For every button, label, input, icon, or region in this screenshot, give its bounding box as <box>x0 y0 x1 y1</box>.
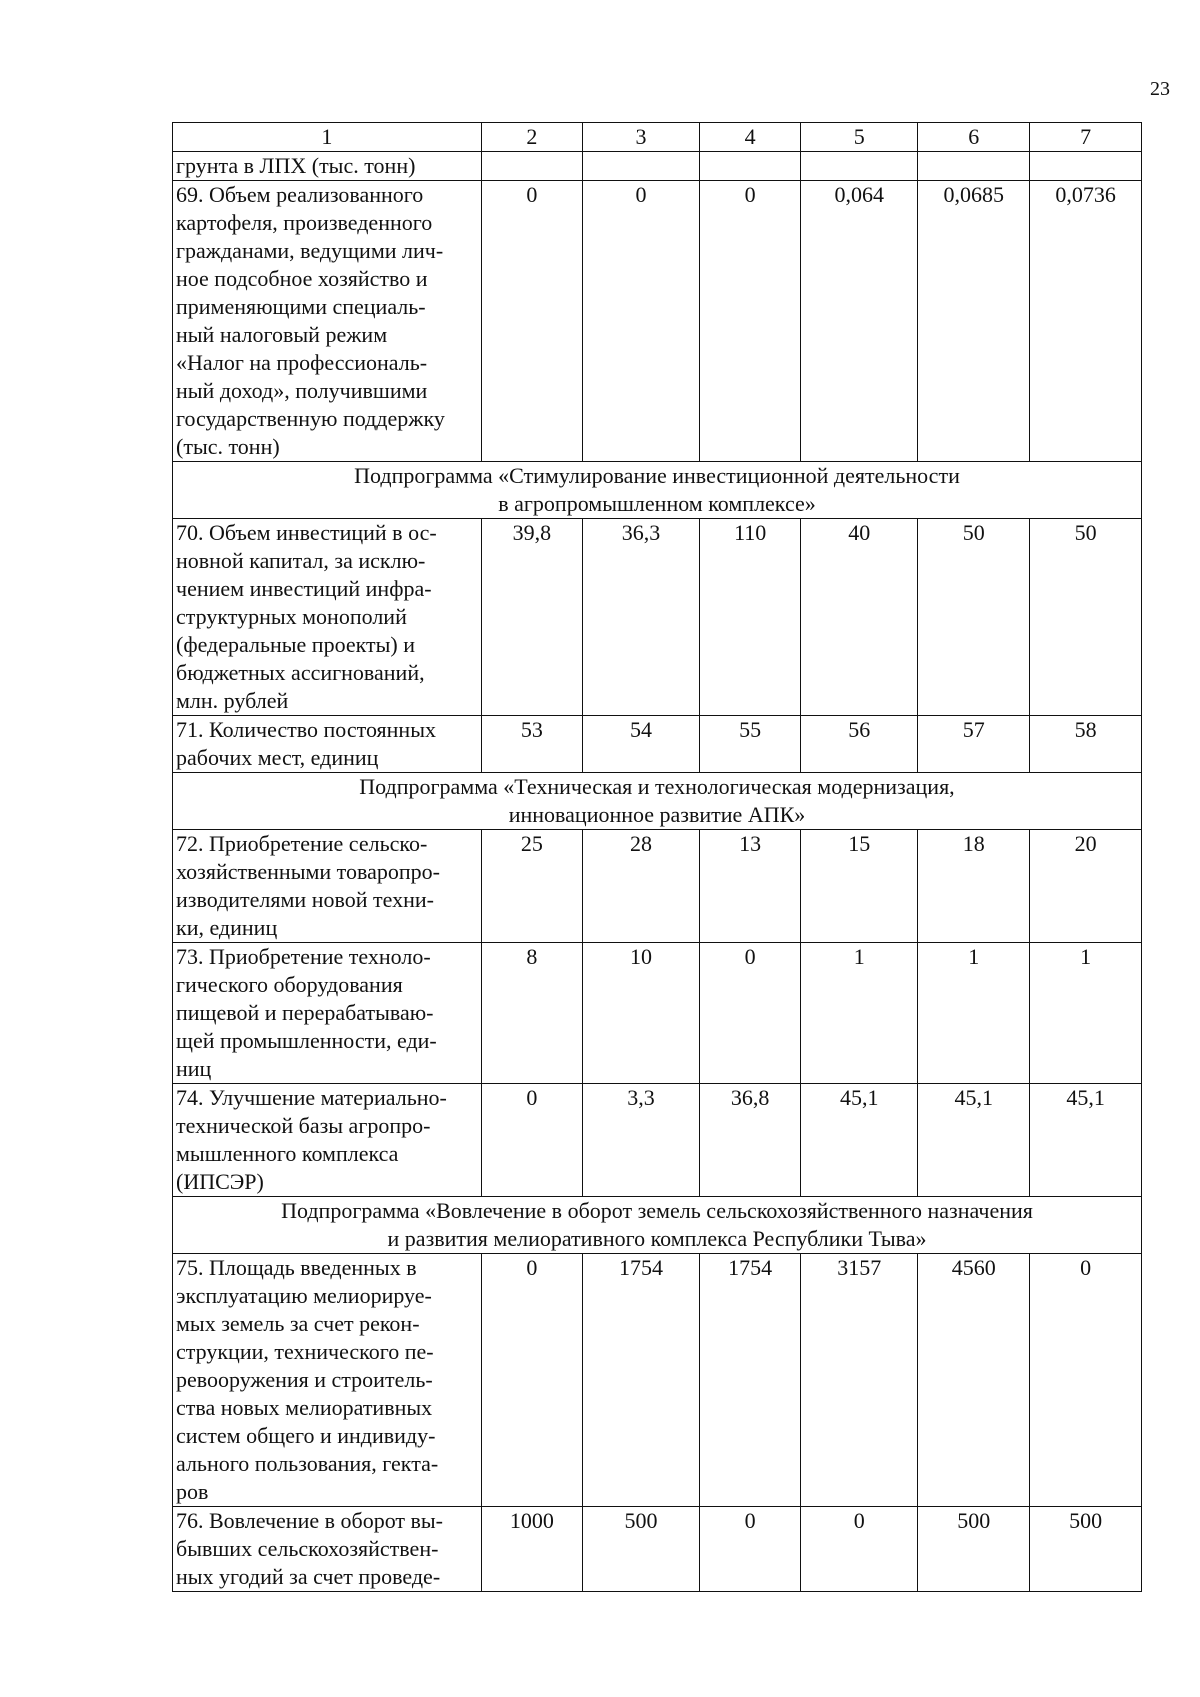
value-cell: 1 <box>801 943 918 1084</box>
value-cell: 500 <box>582 1507 699 1592</box>
value-cell <box>918 152 1030 181</box>
value-cell: 0 <box>700 1507 801 1592</box>
value-cell: 0 <box>801 1507 918 1592</box>
value-cell: 36,3 <box>582 519 699 716</box>
indicator-label: 70. Объем инвестиций в ос- новной капитал, за исклю- чением инвестиций инфра- структурных монополий (федеральные проекты) и бюджетных ассигнований, млн. рублей <box>173 519 482 716</box>
value-cell: 55 <box>700 716 801 773</box>
table-row <box>173 1254 1142 1507</box>
column-header: 2 <box>481 123 582 152</box>
value-cell: 110 <box>700 519 801 716</box>
value-cell: 58 <box>1030 716 1142 773</box>
value-cell: 36,8 <box>700 1084 801 1197</box>
value-cell: 40 <box>801 519 918 716</box>
value-cell: 0 <box>1030 1254 1142 1507</box>
value-cell: 57 <box>918 716 1030 773</box>
value-cell: 28 <box>582 830 699 943</box>
table-row <box>173 519 1142 716</box>
column-header: 3 <box>582 123 699 152</box>
table-row <box>173 1507 1142 1592</box>
indicator-label: 71. Количество постоянных рабочих мест, единиц <box>173 716 482 773</box>
value-cell <box>1030 152 1142 181</box>
value-cell: 1 <box>918 943 1030 1084</box>
value-cell: 3157 <box>801 1254 918 1507</box>
value-cell: 0 <box>582 181 699 462</box>
value-cell: 25 <box>481 830 582 943</box>
value-cell: 0 <box>481 1254 582 1507</box>
subprogram-row <box>173 1197 1142 1254</box>
table-row <box>173 943 1142 1084</box>
value-cell: 15 <box>801 830 918 943</box>
table-row <box>173 152 1142 181</box>
value-cell: 0,064 <box>801 181 918 462</box>
value-cell: 8 <box>481 943 582 1084</box>
value-cell: 39,8 <box>481 519 582 716</box>
value-cell <box>481 152 582 181</box>
value-cell: 1000 <box>481 1507 582 1592</box>
indicator-label: 75. Площадь введенных в эксплуатацию мелиорируе- мых земель за счет рекон- струкции, технического пе- ревооружения и строитель- ства новых мелиоративных систем общего и индивиду- ального пользования, гекта- ров <box>173 1254 482 1507</box>
indicator-label: 72. Приобретение сельско- хозяйственными товаропро- изводителями новой техни- ки, единиц <box>173 830 482 943</box>
table-body <box>173 152 1142 1592</box>
value-cell: 4560 <box>918 1254 1030 1507</box>
table-row <box>173 1084 1142 1197</box>
value-cell <box>801 152 918 181</box>
value-cell: 0,0685 <box>918 181 1030 462</box>
value-cell <box>582 152 699 181</box>
value-cell: 0 <box>700 943 801 1084</box>
value-cell: 10 <box>582 943 699 1084</box>
indicators-table <box>172 122 1142 1592</box>
value-cell: 0 <box>481 1084 582 1197</box>
value-cell: 45,1 <box>801 1084 918 1197</box>
value-cell: 20 <box>1030 830 1142 943</box>
value-cell: 18 <box>918 830 1030 943</box>
indicator-label: 69. Объем реализованного картофеля, произведенного гражданами, ведущими лич- ное подсобное хозяйство и применяющими специаль- ный налоговый режим «Налог на профессиональ- ный доход», получившими государственную поддержку (тыс. тонн) <box>173 181 482 462</box>
value-cell: 56 <box>801 716 918 773</box>
subprogram-title: Подпрограмма «Вовлечение в оборот земель сельскохозяйственного назначения и развития мелиоративного комплекса Республики Тыва» <box>173 1197 1142 1254</box>
value-cell: 53 <box>481 716 582 773</box>
value-cell: 1754 <box>700 1254 801 1507</box>
table-header <box>173 123 1142 152</box>
column-header: 6 <box>918 123 1030 152</box>
value-cell: 50 <box>1030 519 1142 716</box>
table-row <box>173 181 1142 462</box>
header-row <box>173 123 1142 152</box>
value-cell: 0 <box>481 181 582 462</box>
value-cell: 500 <box>1030 1507 1142 1592</box>
subprogram-title: Подпрограмма «Стимулирование инвестиционной деятельности в агропромышленном комплексе» <box>173 462 1142 519</box>
value-cell: 1 <box>1030 943 1142 1084</box>
value-cell <box>700 152 801 181</box>
value-cell: 0 <box>700 181 801 462</box>
value-cell: 500 <box>918 1507 1030 1592</box>
value-cell: 45,1 <box>1030 1084 1142 1197</box>
indicator-label: 73. Приобретение техноло- гического оборудования пищевой и перерабатываю- щей промышленности, еди- ниц <box>173 943 482 1084</box>
indicator-label: 76. Вовлечение в оборот вы- бывших сельскохозяйствен- ных угодий за счет проведе- <box>173 1507 482 1592</box>
column-header: 4 <box>700 123 801 152</box>
column-header: 1 <box>173 123 482 152</box>
value-cell: 3,3 <box>582 1084 699 1197</box>
value-cell: 45,1 <box>918 1084 1030 1197</box>
column-header: 5 <box>801 123 918 152</box>
value-cell: 50 <box>918 519 1030 716</box>
value-cell: 13 <box>700 830 801 943</box>
column-header: 7 <box>1030 123 1142 152</box>
table-row <box>173 830 1142 943</box>
subprogram-row <box>173 462 1142 519</box>
table-row <box>173 716 1142 773</box>
value-cell: 1754 <box>582 1254 699 1507</box>
value-cell: 0,0736 <box>1030 181 1142 462</box>
indicator-label: грунта в ЛПХ (тыс. тонн) <box>173 152 482 181</box>
subprogram-title: Подпрограмма «Техническая и технологическая модернизация, инновационное развитие АПК» <box>173 773 1142 830</box>
subprogram-row <box>173 773 1142 830</box>
page-number: 23 <box>1150 78 1170 100</box>
indicator-label: 74. Улучшение материально- технической базы агропро- мышленного комплекса (ИПСЭР) <box>173 1084 482 1197</box>
value-cell: 54 <box>582 716 699 773</box>
